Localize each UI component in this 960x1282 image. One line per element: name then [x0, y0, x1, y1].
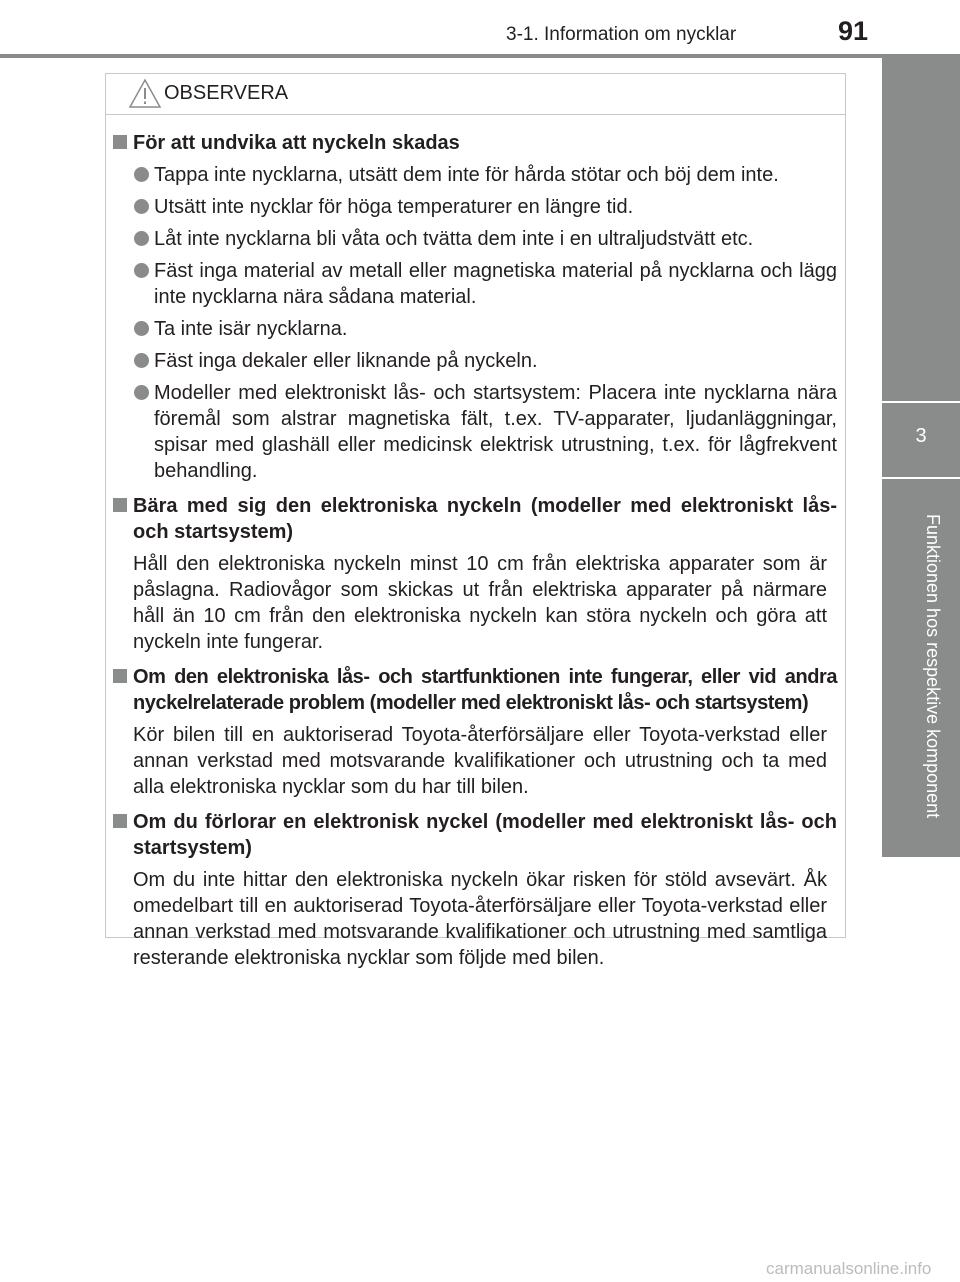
warning-label: OBSERVERA	[164, 82, 289, 104]
header-title: 3-1. Information om nycklar	[506, 24, 737, 45]
section-carrying-key	[113, 493, 837, 655]
page-number: 91	[838, 16, 869, 46]
section-title: Bära med sig den elektroniska nyckeln (modeller med elektroniskt lås- och startsystem)	[113, 493, 837, 545]
bullet-list	[113, 162, 837, 484]
warning-triangle-icon	[128, 78, 162, 114]
bullet-item: Modeller med elektroniskt lås- och startsystem: Placera inte nycklarna nära föremål som alstrar magnetiska fält, t.ex. TV-apparater, ljudanläggningar, spisar med glashäll eller medicinsk elektrisk utrustning, t.ex. för lågfrekvent behandling.	[113, 380, 837, 484]
bullet-item: Fäst inga dekaler eller liknande på nyckeln.	[113, 348, 837, 374]
section-text: Kör bilen till en auktoriserad Toyota-återförsäljare eller Toyota-verkstad eller annan verkstad med motsvarande kvalifikationer och utrustning och ta med alla elektroniska nycklar som du har till bilen.	[133, 724, 827, 798]
section-text: Håll den elektroniska nyckeln minst 10 cm från elektriska apparater som är påslagna. Radiovågor som skickas ut från elektriska apparater på närmare håll än 10 cm från den elektroniska nyckeln kan störa nyckeln och göra att nyckeln inte fungerar.	[133, 553, 827, 653]
chapter-number: 3	[915, 425, 927, 447]
side-tab-upper	[882, 58, 960, 401]
bullet-item: Tappa inte nycklarna, utsätt dem inte för hårda stötar och böj dem inte.	[113, 162, 837, 188]
header-rule	[0, 54, 960, 58]
bullet-item: Utsätt inte nycklar för höga temperaturer en längre tid.	[113, 194, 837, 220]
warning-content	[106, 130, 845, 980]
section-malfunction	[113, 664, 837, 800]
bullet-item: Låt inte nycklarna bli våta och tvätta dem inte i en ultraljudstvätt etc.	[113, 226, 837, 252]
warning-box	[105, 73, 846, 969]
bullet-item: Fäst inga material av metall eller magnetiska material på nycklarna och lägg inte nycklarna nära sådana material.	[113, 258, 837, 310]
chapter-tab	[882, 403, 960, 477]
watermark: carmanualsonline.info	[766, 1259, 932, 1278]
section-text: Om du inte hittar den elektroniska nyckeln ökar risken för stöld avsevärt. Åk omedelbart till en auktoriserad Toyota-återförsäljare eller Toyota-verkstad eller annan verkstad med motsvarande kvalifikationer och utrustning med samtliga resterande elektroniska nycklar som följde med bilen.	[133, 869, 827, 969]
section-title: För att undvika att nyckeln skadas	[113, 130, 837, 156]
section-key-damage	[113, 130, 837, 484]
section-title: Om du förlorar en elektronisk nyckel (modeller med elektroniskt lås- och startsystem)	[113, 809, 837, 861]
chapter-label: Funktionen hos respektive komponent	[923, 513, 943, 819]
warning-header	[106, 74, 845, 115]
bullet-item: Ta inte isär nycklarna.	[113, 316, 837, 342]
section-lost-key	[113, 809, 837, 971]
section-title: Om den elektroniska lås- och startfunktionen inte fungerar, eller vid andra nyckelrelaterade problem (modeller med elektroniskt lås- och startsystem)	[113, 664, 837, 716]
